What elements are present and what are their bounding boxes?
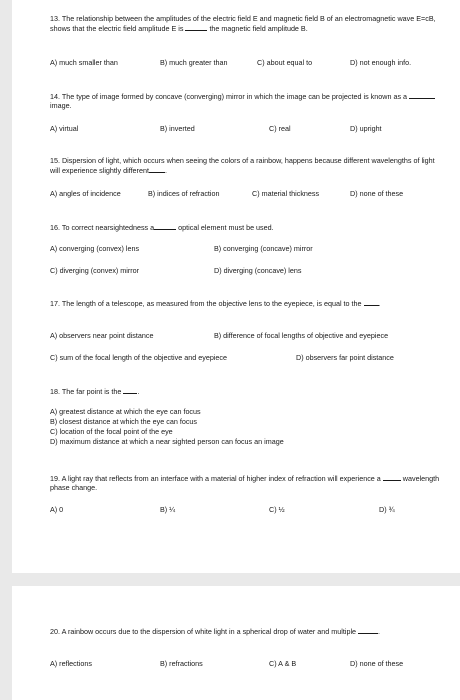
question-14 [50, 91, 440, 110]
q20-option-a: A) reflections [50, 659, 92, 668]
q13-option-c: C) about equal to [257, 58, 313, 67]
q13-option-b: B) much greater than [160, 58, 228, 67]
answer-blank [154, 222, 176, 230]
question-13 [50, 14, 440, 33]
question-19 [50, 473, 440, 492]
question-19-text: 19. A light ray that reflects from an interface with a material of higher index of refraction will experience a [50, 474, 381, 483]
q16-option-a: A) converging (convex) lens [50, 244, 140, 253]
q14-option-b: B) inverted [160, 124, 195, 133]
document-page-2 [12, 586, 460, 700]
question-18-text: 18. The far point is the [50, 387, 122, 396]
q17-option-a: A) observers near point distance [50, 331, 154, 340]
question-20-text: 20. A rainbow occurs due to the dispersion of white light in a spherical drop of water and multiple [50, 627, 357, 636]
q19-option-a: A) 0 [50, 505, 64, 514]
question-15-text: 15. Dispersion of light, which occurs when seeing the colors of a rainbow, happens because different wavelengths of light will experience slightly different [50, 156, 435, 175]
question-20-text-end: . [378, 627, 381, 636]
q19-option-c: C) ½ [269, 505, 285, 514]
answer-blank [149, 165, 165, 173]
question-16 [50, 222, 440, 232]
q19-option-d: D) ¾ [379, 505, 395, 514]
answer-blank [383, 473, 401, 481]
q17-option-b: B) difference of focal lengths of objective and eyepiece [214, 331, 389, 340]
q16-option-c: C) diverging (convex) mirror [50, 266, 140, 275]
question-13-text: 13. The relationship between the amplitudes of the electric field E and magnetic field B of an electromagnetic wave E=cB, shows that the electric field amplitude E is [50, 14, 436, 33]
q18-option-a: A) greatest distance at which the eye can focus [50, 407, 201, 416]
question-14-text-end: image. [50, 101, 72, 110]
q14-option-a: A) virtual [50, 124, 79, 133]
question-17 [50, 298, 440, 308]
document-page-1 [12, 0, 460, 573]
answer-blank [123, 386, 140, 396]
q16-option-d: D) diverging (concave) lens [214, 266, 302, 275]
q20-option-c: C) A & B [269, 659, 297, 668]
q15-option-d: D) none of these [350, 189, 404, 198]
question-19-text-end: wavelength phase change. [50, 474, 440, 492]
answer-blank [364, 298, 379, 306]
question-15 [50, 156, 440, 175]
q16-option-b: B) converging (concave) mirror [214, 244, 313, 253]
question-18 [50, 386, 440, 396]
question-16-text-end: optical element must be used. [178, 223, 274, 232]
question-18-text-end: . [137, 387, 140, 396]
q20-option-d: D) none of these [350, 659, 404, 668]
question-15-text-end: . [164, 166, 167, 175]
question-20 [50, 626, 440, 636]
q15-option-b: B) indices of refraction [148, 189, 220, 198]
q14-option-c: C) real [269, 124, 291, 133]
q13-option-a: A) much smaller than [50, 58, 118, 67]
q20-option-b: B) refractions [160, 659, 203, 668]
question-16-text: 16. To correct nearsightedness a [50, 223, 155, 232]
q15-option-a: A) angles of incidence [50, 189, 121, 198]
question-17-text-end: . [378, 299, 381, 308]
question-14-text: 14. The type of image formed by concave (converging) mirror in which the image can be projected is known as a [50, 92, 408, 101]
answer-blank [409, 91, 435, 99]
q14-option-d: D) upright [350, 124, 382, 133]
q15-option-c: C) material thickness [252, 189, 320, 198]
q13-option-d: D) not enough info. [350, 58, 412, 67]
q17-option-d: D) observers far point distance [296, 353, 394, 362]
answer-blank [185, 23, 207, 31]
q19-option-b: B) ¼ [160, 505, 176, 514]
question-13-text-end: the magnetic field amplitude B. [209, 24, 308, 33]
answer-blank [358, 626, 381, 636]
question-17-text: 17. The length of a telescope, as measured from the objective lens to the eyepiece, is equal to the [50, 299, 362, 308]
q18-option-c: C) location of the focal point of the eye [50, 427, 173, 436]
q18-option-d: D) maximum distance at which a near sighted person can focus an image [50, 437, 284, 446]
q18-option-b: B) closest distance at which the eye can focus [50, 417, 198, 426]
q17-option-c: C) sum of the focal length of the objective and eyepiece [50, 353, 227, 362]
